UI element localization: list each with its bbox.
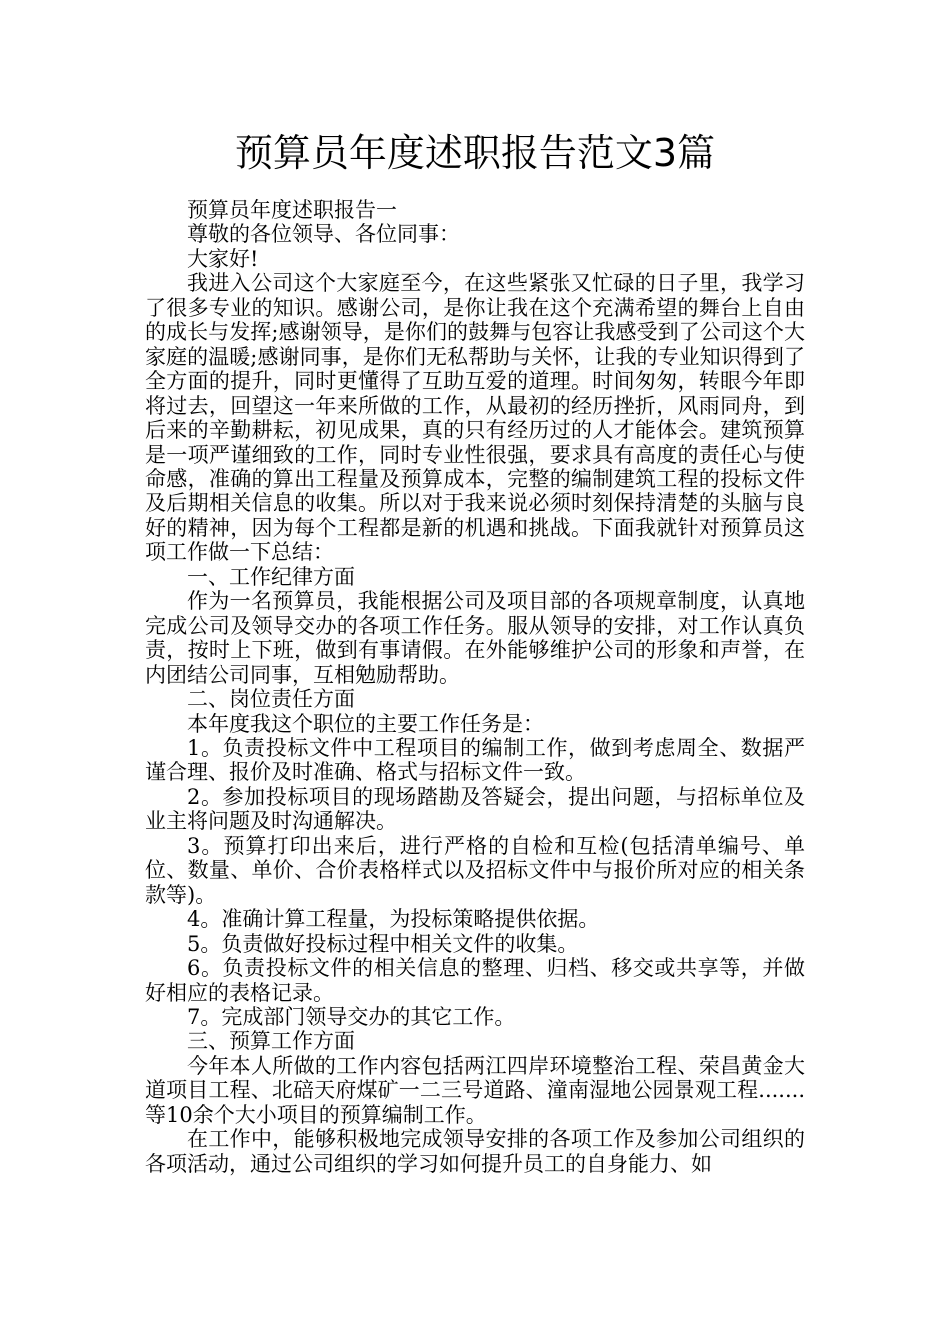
paragraph-salutation: 尊敬的各位领导、各位同事： (187, 222, 460, 247)
list-item-task-4: 4。准确计算工程量，为投标策略提供依据。 (187, 907, 600, 932)
paragraph-greeting: 大家好! (187, 246, 259, 271)
list-item-task-6: 6。负责投标文件的相关信息的整理、归档、移交或共享等，并做好相应的表格记录。 (145, 956, 805, 1005)
paragraph-introduction: 我进入公司这个大家庭至今，在这些紧张又忙碌的日子里，我学习了很多专业的知识。感谢公司，是你让我在这个充满希望的舞台上自由的成长与发挥;感谢领导，是你们的鼓舞与包容让我感受到了公司这个大家庭的温暖;感谢同事，是你们无私帮助与关怀，让我的专业知识得到了全方面的提升，同时更懂得了互助互爱的道理。时间匆匆，转眼今年即将过去，回望这一年来所做的工作，从最初的经历挫折，风雨同舟，到后来的辛勤耕耘，初见成果，真的只有经历过的人才能体会。建筑预算是一项严谨细致的工作，同时专业性很强，要求具有高度的责任心与使命感，准确的算出工程量及预算成本，完整的编制建筑工程的投标文件及后期相关信息的收集。所以对于我来说必须时刻保持清楚的头脑与良好的精神，因为每个工程都是新的机遇和挑战。下面我就针对预算员这项工作做一下总结： (145, 271, 805, 565)
list-item-task-5: 5。负责做好投标过程中相关文件的收集。 (187, 931, 579, 956)
list-item-task-3: 3。预算打印出来后，进行严格的自检和互检(包括清单编号、单位、数量、单价、合价表格样式以及招标文件中与报价所对应的相关条款等)。 (145, 833, 805, 907)
paragraph-heading-report-one: 预算员年度述职报告一 (187, 198, 397, 222)
section-heading-budget-work: 三、预算工作方面 (187, 1029, 355, 1054)
section-heading-work-discipline: 一、工作纪律方面 (187, 564, 355, 589)
document-body (145, 198, 805, 1176)
list-item-task-1: 1。负责投标文件中工程项目的编制工作，做到考虑周全、数据严谨合理、报价及时准确、格式与招标文件一致。 (145, 735, 805, 785)
document-title: 预算员年度述职报告范文3篇 (234, 131, 716, 175)
paragraph-projects: 今年本人所做的工作内容包括两江四岸环境整治工程、荣昌黄金大道项目工程、北碚天府煤矿一二三号道路、潼南湿地公园景观工程.......等10余个大小项目的预算编制工作。 (145, 1053, 805, 1127)
list-item-task-7: 7。完成部门领导交办的其它工作。 (187, 1004, 516, 1029)
section-heading-job-responsibility: 二、岗位责任方面 (187, 687, 355, 712)
paragraph-work-summary: 在工作中，能够积极地完成领导安排的各项工作及参加公司组织的各项活动，通过公司组织的学习如何提升员工的自身能力、如 (145, 1127, 805, 1176)
paragraph-work-discipline: 作为一名预算员，我能根据公司及项目部的各项规章制度，认真地完成公司及领导交办的各项工作任务。服从领导的安排，对工作认真负责，按时上下班，做到有事请假。在外能够维护公司的形象和声誉，在内团结公司同事，互相勉励帮助。 (145, 589, 805, 687)
list-item-task-2: 2。参加投标项目的现场踏勘及答疑会，提出问题，与招标单位及业主将问题及时沟通解决。 (145, 784, 805, 834)
paragraph-main-tasks: 本年度我这个职位的主要工作任务是： (187, 711, 544, 736)
